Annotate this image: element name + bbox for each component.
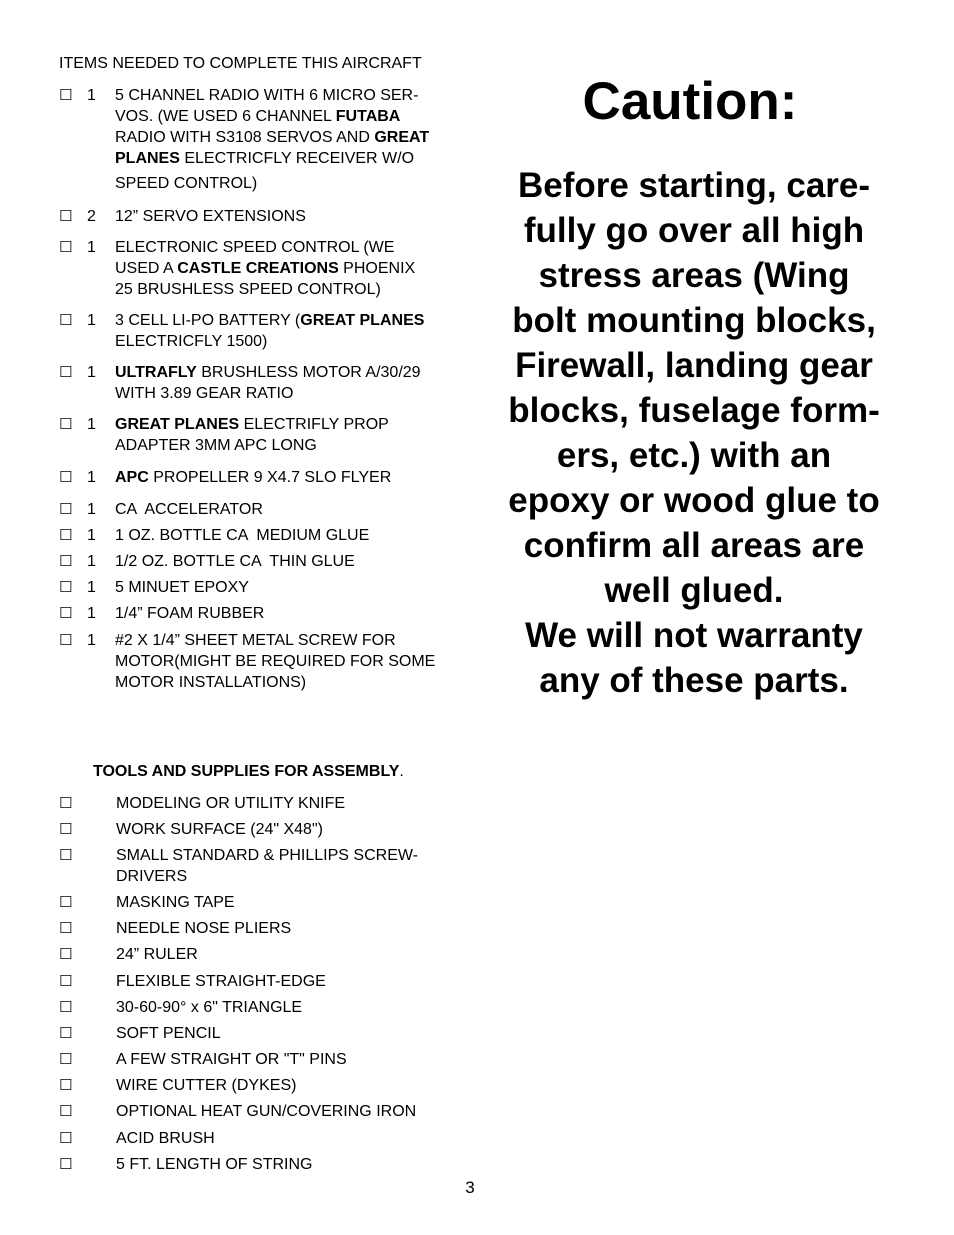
caution-line: stress areas (Wing — [538, 256, 850, 295]
tool-checkbox[interactable]: ☐ — [59, 847, 73, 864]
item-quantity: 1 — [87, 632, 96, 649]
caution-line: ers, etc.) with an — [556, 436, 832, 475]
item-text: MOTOR INSTALLATIONS) — [115, 674, 307, 691]
tool-description — [116, 845, 456, 887]
tool-description-line: 5 FT. LENGTH OF STRING — [116, 1156, 313, 1173]
caution-line: bolt mounting blocks, — [512, 301, 876, 340]
item-checkbox[interactable]: ☐ — [59, 208, 73, 225]
item-description — [115, 310, 465, 352]
tool-description — [116, 918, 456, 939]
item-description-line — [115, 362, 465, 383]
tool-description — [116, 1101, 456, 1122]
brand-name: PLANES — [115, 150, 180, 167]
tool-description — [116, 1049, 456, 1070]
items-needed-heading: ITEMS NEEDED TO COMPLETE THIS AIRCRAFT — [59, 55, 422, 72]
tool-checkbox[interactable]: ☐ — [59, 1077, 73, 1094]
item-text: PHOENIX — [338, 260, 416, 277]
item-text: SPEED CONTROL) — [115, 175, 258, 192]
item-text: 1/2 OZ. BOTTLE CA THIN GLUE — [115, 553, 355, 570]
tool-description-line: NEEDLE NOSE PLIERS — [116, 920, 292, 937]
item-description-line — [115, 127, 465, 148]
tool-checkbox[interactable]: ☐ — [59, 795, 73, 812]
tool-description-line: SMALL STANDARD & PHILLIPS SCREW- — [116, 847, 418, 864]
caution-line: Firewall, landing gear — [515, 346, 873, 385]
tool-description-line: WORK SURFACE (24" X48") — [116, 821, 323, 838]
item-checkbox[interactable]: ☐ — [59, 632, 73, 649]
item-description-line — [115, 651, 465, 672]
item-description — [115, 525, 465, 546]
item-quantity: 1 — [87, 239, 96, 256]
item-quantity: 1 — [87, 416, 96, 433]
brand-name: APC — [115, 469, 149, 486]
tool-checkbox[interactable]: ☐ — [59, 946, 73, 963]
tools-heading-period: . — [399, 763, 404, 780]
item-text: VOS. (WE USED 6 CHANNEL — [115, 108, 336, 125]
item-checkbox[interactable]: ☐ — [59, 87, 73, 104]
item-text: ELECTRONIC SPEED CONTROL (WE — [115, 239, 395, 256]
item-checkbox[interactable]: ☐ — [59, 553, 73, 570]
item-text: ELECTRIFLY PROP — [239, 416, 389, 433]
item-checkbox[interactable]: ☐ — [59, 579, 73, 596]
item-description — [115, 499, 465, 520]
item-description-line — [115, 577, 465, 598]
item-checkbox[interactable]: ☐ — [59, 605, 73, 622]
tool-checkbox[interactable]: ☐ — [59, 821, 73, 838]
item-description-line — [115, 467, 465, 488]
item-text: ELECTRICFLY RECEIVER W/O — [179, 150, 415, 167]
item-quantity: 1 — [87, 501, 96, 518]
item-description — [115, 577, 465, 598]
item-description-line — [115, 414, 465, 435]
tool-description — [116, 819, 456, 840]
item-quantity: 1 — [87, 605, 96, 622]
item-quantity: 1 — [87, 579, 96, 596]
tool-description — [116, 971, 456, 992]
item-description-line — [115, 279, 465, 300]
tool-description-line: 30-60-90° x 6" TRIANGLE — [116, 999, 303, 1016]
item-description — [115, 551, 465, 572]
tools-heading — [93, 763, 404, 781]
caution-line: Before starting, care- — [517, 166, 871, 205]
page-number: 3 — [465, 1178, 475, 1197]
item-quantity: 1 — [87, 364, 96, 381]
item-checkbox[interactable]: ☐ — [59, 527, 73, 544]
tool-description-line: MASKING TAPE — [116, 894, 235, 911]
tool-description-line: SOFT PENCIL — [116, 1025, 221, 1042]
caution-line: blocks, fuselage form- — [508, 391, 880, 430]
item-description-line — [115, 237, 465, 258]
tool-checkbox[interactable]: ☐ — [59, 894, 73, 911]
tool-checkbox[interactable]: ☐ — [59, 1103, 73, 1120]
item-description-line — [115, 672, 465, 693]
tools-heading-text: TOOLS AND SUPPLIES FOR ASSEMBLY — [93, 763, 400, 780]
tool-description — [116, 1023, 456, 1044]
tool-checkbox[interactable]: ☐ — [59, 1025, 73, 1042]
tool-description-line: WIRE CUTTER (DYKES) — [116, 1077, 297, 1094]
caution-line: well glued. — [604, 571, 784, 610]
tool-checkbox[interactable]: ☐ — [59, 1051, 73, 1068]
item-checkbox[interactable]: ☐ — [59, 312, 73, 329]
tool-description-line: FLEXIBLE STRAIGHT-EDGE — [116, 973, 326, 990]
item-text: BRUSHLESS MOTOR A/30/29 — [196, 364, 421, 381]
item-quantity: 1 — [87, 527, 96, 544]
caution-line: fully go over all high — [523, 211, 865, 250]
item-description-line — [115, 551, 465, 572]
item-text: CA ACCELERATOR — [115, 501, 263, 518]
item-description-line — [115, 206, 465, 227]
item-description-line — [115, 310, 465, 331]
item-description-line — [115, 435, 465, 456]
item-text: 5 CHANNEL RADIO WITH 6 MICRO SER- — [115, 87, 419, 104]
tool-description — [116, 1075, 456, 1096]
item-text: 25 BRUSHLESS SPEED CONTROL) — [115, 281, 381, 298]
item-text: ELECTRICFLY 1500) — [115, 333, 268, 350]
item-text: PROPELLER 9 X4.7 SLO FLYER — [148, 469, 392, 486]
item-description-line — [115, 148, 465, 169]
tool-description — [116, 944, 456, 965]
caution-line: We will not warranty — [525, 616, 863, 655]
tool-description — [116, 1128, 456, 1149]
item-description-line — [115, 383, 465, 404]
tool-checkbox[interactable]: ☐ — [59, 1156, 73, 1173]
item-text: 1 OZ. BOTTLE CA MEDIUM GLUE — [115, 527, 370, 544]
caution-title: Caution: — [582, 72, 798, 131]
item-text: 1/4” FOAM RUBBER — [115, 605, 265, 622]
item-quantity: 1 — [87, 312, 96, 329]
tool-description-line: 24” RULER — [116, 946, 198, 963]
tool-description-line: ACID BRUSH — [116, 1130, 215, 1147]
item-description — [115, 237, 465, 300]
item-description — [115, 467, 465, 488]
item-description-line — [115, 630, 465, 651]
tool-description — [116, 892, 456, 913]
item-description — [115, 630, 465, 693]
tool-description-line: OPTIONAL HEAT GUN/COVERING IRON — [116, 1103, 417, 1120]
item-description-line — [115, 525, 465, 546]
item-checkbox[interactable]: ☐ — [59, 364, 73, 381]
item-text: ADAPTER 3MM APC LONG — [115, 437, 317, 454]
item-text: #2 X 1/4” SHEET METAL SCREW FOR — [115, 632, 396, 649]
item-quantity: 1 — [87, 553, 96, 570]
brand-name: GREAT PLANES — [300, 312, 425, 329]
caution-body — [478, 163, 910, 703]
item-checkbox[interactable]: ☐ — [59, 416, 73, 433]
caution-line: any of these parts. — [539, 661, 849, 700]
item-description-line — [115, 603, 465, 624]
tool-description — [116, 793, 456, 814]
item-text: 5 MINUET EPOXY — [115, 579, 249, 596]
item-description-line — [115, 173, 465, 194]
item-text: USED A — [115, 260, 178, 277]
tool-checkbox[interactable]: ☐ — [59, 1130, 73, 1147]
item-description — [115, 206, 465, 227]
item-quantity: 1 — [87, 87, 96, 104]
item-text: 12” SERVO EXTENSIONS — [115, 208, 306, 225]
item-text: 3 CELL LI-PO BATTERY ( — [115, 312, 301, 329]
item-description — [115, 603, 465, 624]
item-description — [115, 414, 465, 456]
brand-name: FUTABA — [335, 108, 401, 125]
item-description-line — [115, 499, 465, 520]
tool-checkbox[interactable]: ☐ — [59, 973, 73, 990]
item-description-line — [115, 85, 465, 106]
item-description-line — [115, 106, 465, 127]
item-checkbox[interactable]: ☐ — [59, 501, 73, 518]
item-description-line — [115, 258, 465, 279]
item-description-line — [115, 331, 465, 352]
caution-line: confirm all areas are — [523, 526, 865, 565]
tool-checkbox[interactable]: ☐ — [59, 999, 73, 1016]
item-quantity: 1 — [87, 469, 96, 486]
brand-name: CASTLE CREATIONS — [177, 260, 339, 277]
tool-description-line: DRIVERS — [116, 868, 188, 885]
tool-description — [116, 997, 456, 1018]
item-checkbox[interactable]: ☐ — [59, 469, 73, 486]
item-text: MOTOR(MIGHT BE REQUIRED FOR SOME — [115, 653, 436, 670]
caution-line: epoxy or wood glue to — [508, 481, 880, 520]
item-description — [115, 85, 465, 194]
tool-description-line: MODELING OR UTILITY KNIFE — [116, 795, 346, 812]
brand-name: ULTRAFLY — [115, 364, 197, 381]
tool-checkbox[interactable]: ☐ — [59, 920, 73, 937]
brand-name: GREAT PLANES — [115, 416, 240, 433]
item-text: RADIO WITH S3108 SERVOS AND — [115, 129, 375, 146]
tool-description-line: A FEW STRAIGHT OR "T" PINS — [116, 1051, 347, 1068]
item-text: WITH 3.89 GEAR RATIO — [115, 385, 294, 402]
brand-name: GREAT — [374, 129, 430, 146]
item-checkbox[interactable]: ☐ — [59, 239, 73, 256]
tool-description — [116, 1154, 456, 1175]
item-quantity: 2 — [87, 208, 96, 225]
item-description — [115, 362, 465, 404]
